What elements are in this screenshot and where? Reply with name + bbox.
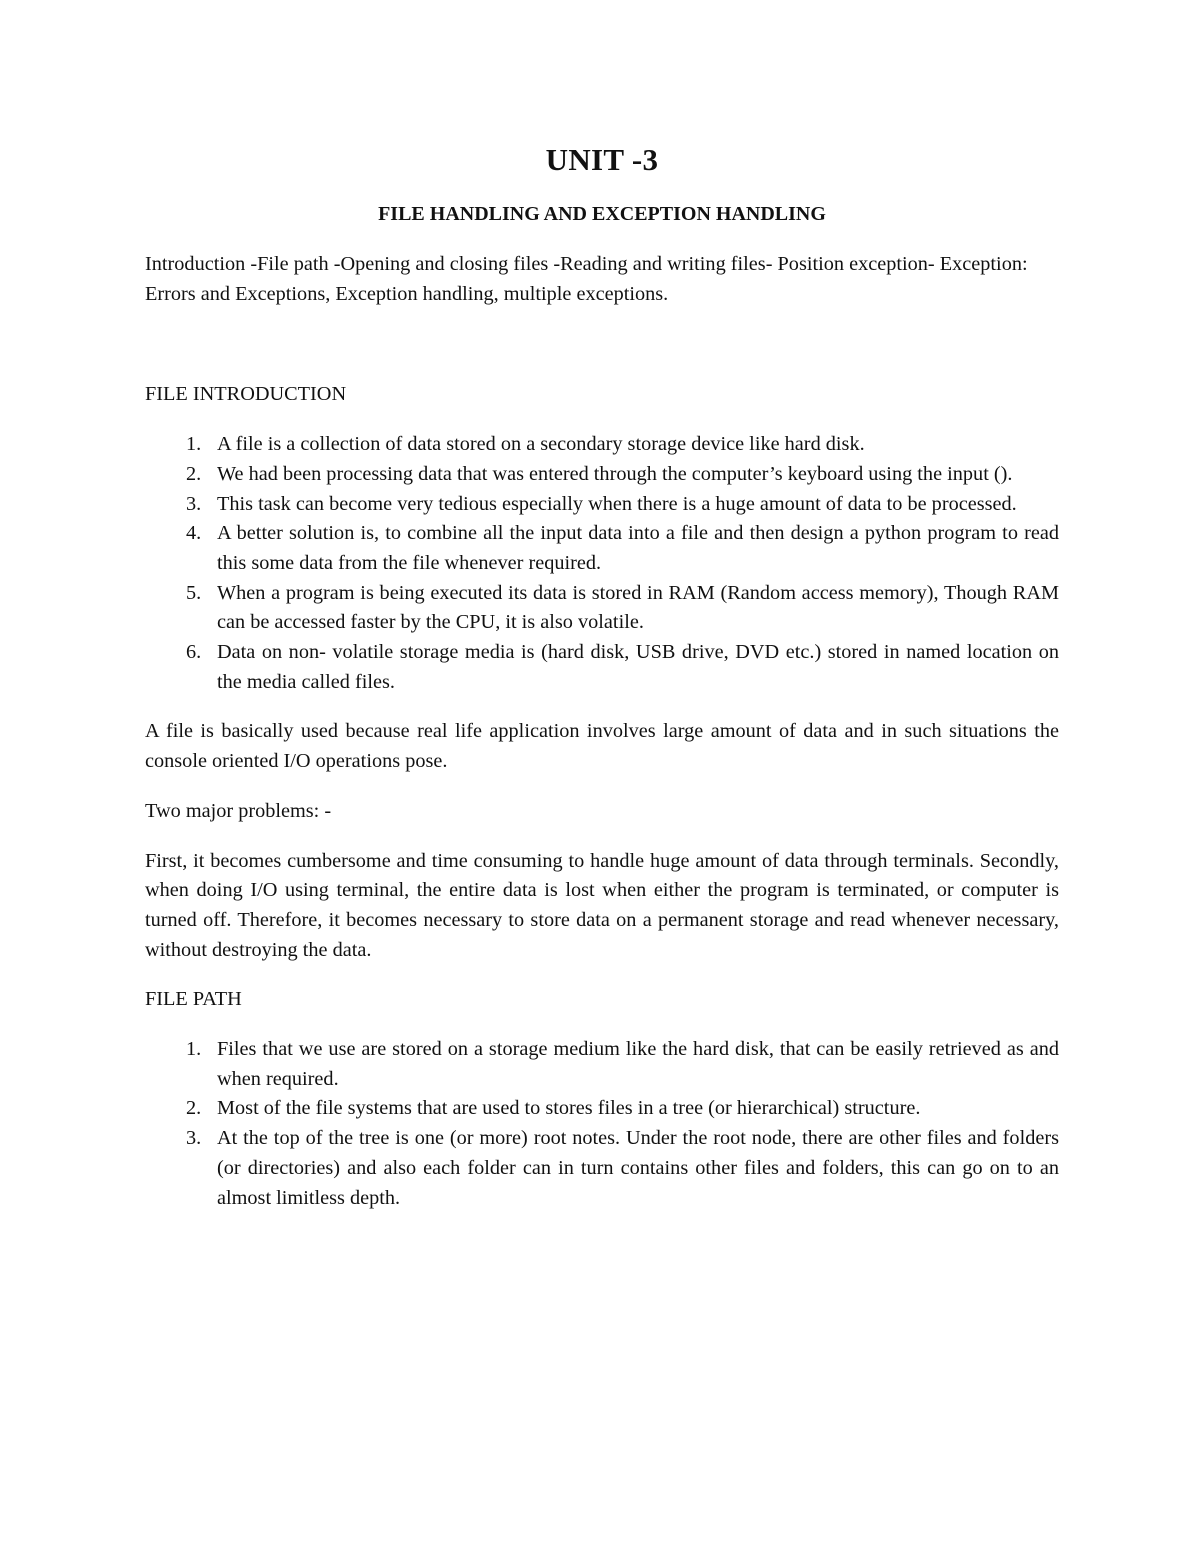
list-item bbox=[145, 1124, 1059, 1213]
list-item-text: A better solution is, to combine all the input data into a file and then design a python program to read this some data from the file whenever required. bbox=[217, 522, 1059, 574]
list-item-number: 3. bbox=[186, 492, 202, 515]
file-path-list bbox=[145, 1035, 1059, 1213]
list-item bbox=[145, 490, 1059, 520]
list-item-text: When a program is being executed its data is stored in RAM (Random access memory), Though RAM can be accessed faster by the CPU, it is also volatile. bbox=[217, 581, 1059, 634]
unit-title: UNIT -3 bbox=[545, 142, 659, 177]
list-item-text: Files that we use are stored on a storage medium like the hard disk, that can be easily retrieved as and when required. bbox=[217, 1038, 1059, 1090]
list-item-number: 2. bbox=[186, 1097, 202, 1120]
list-item bbox=[145, 1094, 1059, 1124]
list-item-number: 2. bbox=[186, 462, 202, 485]
list-item bbox=[145, 460, 1059, 490]
document-subtitle: FILE HANDLING AND EXCEPTION HANDLING bbox=[378, 203, 826, 225]
list-item-text: At the top of the tree is one (or more) root notes. Under the root node, there are other files and folders (or directories) and also each folder can in turn contains other files and folders, this can go on to an almost limitless depth. bbox=[217, 1127, 1059, 1209]
list-item-text: A file is a collection of data stored on a secondary storage device like hard disk. bbox=[217, 433, 865, 456]
list-item-text: Most of the file systems that are used to stores files in a tree (or hierarchical) structure. bbox=[217, 1097, 921, 1120]
file-usage-paragraph: A file is basically used because real life application involves large amount of data and in such situations the console oriented I/O operations pose. bbox=[145, 720, 1059, 773]
list-item-number: 1. bbox=[186, 433, 202, 456]
list-item-number: 6. bbox=[186, 641, 202, 664]
file-introduction-list bbox=[145, 430, 1059, 697]
document-body bbox=[145, 250, 1059, 1213]
list-item bbox=[145, 519, 1059, 578]
list-item-text: This task can become very tedious especially when there is a huge amount of data to be processed. bbox=[217, 492, 1017, 515]
list-item bbox=[145, 579, 1059, 638]
document-page bbox=[145, 0, 1059, 1553]
section-heading-file-introduction: FILE INTRODUCTION bbox=[145, 383, 347, 406]
list-item bbox=[145, 1035, 1059, 1094]
list-item-number: 3. bbox=[186, 1127, 202, 1150]
list-item-text: Data on non- volatile storage media is (hard disk, USB drive, DVD etc.) stored in named location on the media called files. bbox=[217, 641, 1059, 693]
section-heading-file-path: FILE PATH bbox=[145, 988, 242, 1011]
problems-explanation-paragraph: First, it becomes cumbersome and time consuming to handle huge amount of data through terminals. Secondly, when doing I/O using terminal, the entire data is lost when either the program is terminated, or computer is turned off. Therefore, it becomes necessary to store data on a permanent storage and read whenever necessary, without destroying the data. bbox=[145, 849, 1059, 961]
list-item bbox=[145, 430, 1059, 460]
list-item-number: 1. bbox=[186, 1038, 202, 1061]
list-item-number: 4. bbox=[186, 522, 202, 545]
list-item-text: We had been processing data that was entered through the computer’s keyboard using the input (). bbox=[217, 462, 1013, 485]
list-item bbox=[145, 638, 1059, 697]
problems-heading-paragraph: Two major problems: - bbox=[145, 799, 332, 822]
list-item-number: 5. bbox=[186, 581, 202, 604]
intro-summary: Introduction -File path -Opening and closing files -Reading and writing files- Position exception- Exception: Errors and Exceptions, Exception handling, multiple exceptions. bbox=[145, 253, 1028, 305]
